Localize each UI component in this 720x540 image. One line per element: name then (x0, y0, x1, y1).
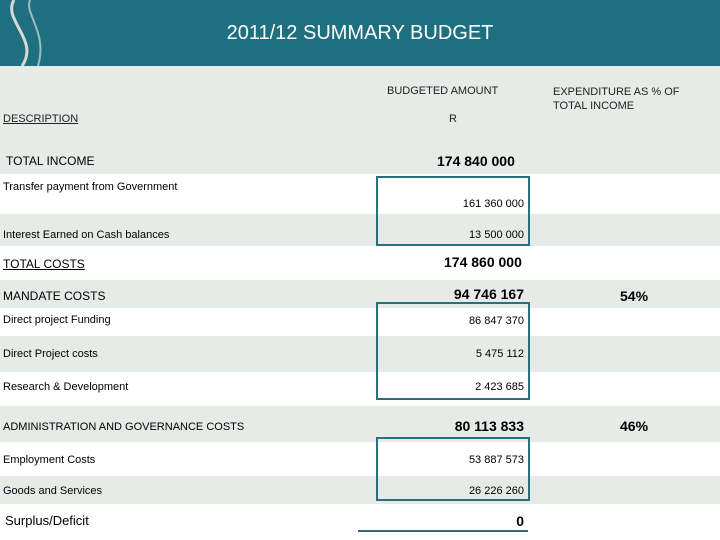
band-direct-costs (0, 336, 720, 372)
row-amount-direct-funding: 86 847 370 (468, 315, 524, 327)
band-goods (0, 476, 720, 504)
row-label-transfer: Transfer payment from Government (3, 181, 178, 193)
surplus-underline (358, 530, 528, 532)
row-amount-interest: 13 500 000 (468, 229, 524, 241)
row-amount-total-income: 174 840 000 (437, 153, 515, 169)
row-label-goods: Goods and Services (3, 485, 103, 497)
row-amount-research: 2 423 685 (475, 381, 524, 393)
row-amount-employment: 53 887 573 (468, 454, 524, 466)
row-amount-transfer: 161 360 000 (462, 198, 524, 210)
row-label-total-income: TOTAL INCOME (6, 154, 95, 168)
column-header-budgeted-amount: BUDGETED AMOUNT (387, 85, 499, 97)
column-header-expenditure-pct: EXPENDITURE AS % OF TOTAL INCOME (553, 86, 680, 112)
row-label-admin: ADMINISTRATION AND GOVERNANCE COSTS (3, 421, 245, 433)
row-label-mandate: MANDATE COSTS (3, 289, 106, 303)
row-amount-total-costs: 174 860 000 (444, 254, 522, 270)
row-amount-goods: 26 226 260 (468, 485, 524, 497)
row-label-total-costs: TOTAL COSTS (3, 257, 85, 271)
row-label-employment: Employment Costs (3, 454, 96, 466)
band-mandate (0, 280, 720, 308)
band-total-income (0, 146, 720, 174)
page-title: 2011/12 SUMMARY BUDGET (226, 22, 494, 44)
row-pct-admin: 46% (620, 418, 649, 434)
row-label-direct-funding: Direct project Funding (3, 314, 111, 326)
row-label-interest: Interest Earned on Cash balances (3, 229, 170, 241)
highlight-box-admin (376, 437, 530, 501)
highlight-box-mandate (376, 302, 530, 400)
row-amount-mandate: 94 746 167 (453, 286, 524, 302)
column-header-currency: R (449, 113, 457, 125)
row-amount-admin: 80 113 833 (454, 418, 524, 434)
row-label-research: Research & Development (3, 381, 129, 393)
row-pct-mandate: 54% (620, 288, 649, 304)
row-label-direct-costs: Direct Project costs (3, 348, 98, 360)
row-amount-surplus: 0 (516, 513, 524, 529)
highlight-box-income (376, 176, 530, 246)
row-amount-direct-costs: 5 475 112 (475, 348, 524, 360)
row-label-surplus: Surplus/Deficit (5, 513, 89, 528)
column-header-description: DESCRIPTION (3, 113, 79, 125)
title-banner (0, 0, 720, 66)
